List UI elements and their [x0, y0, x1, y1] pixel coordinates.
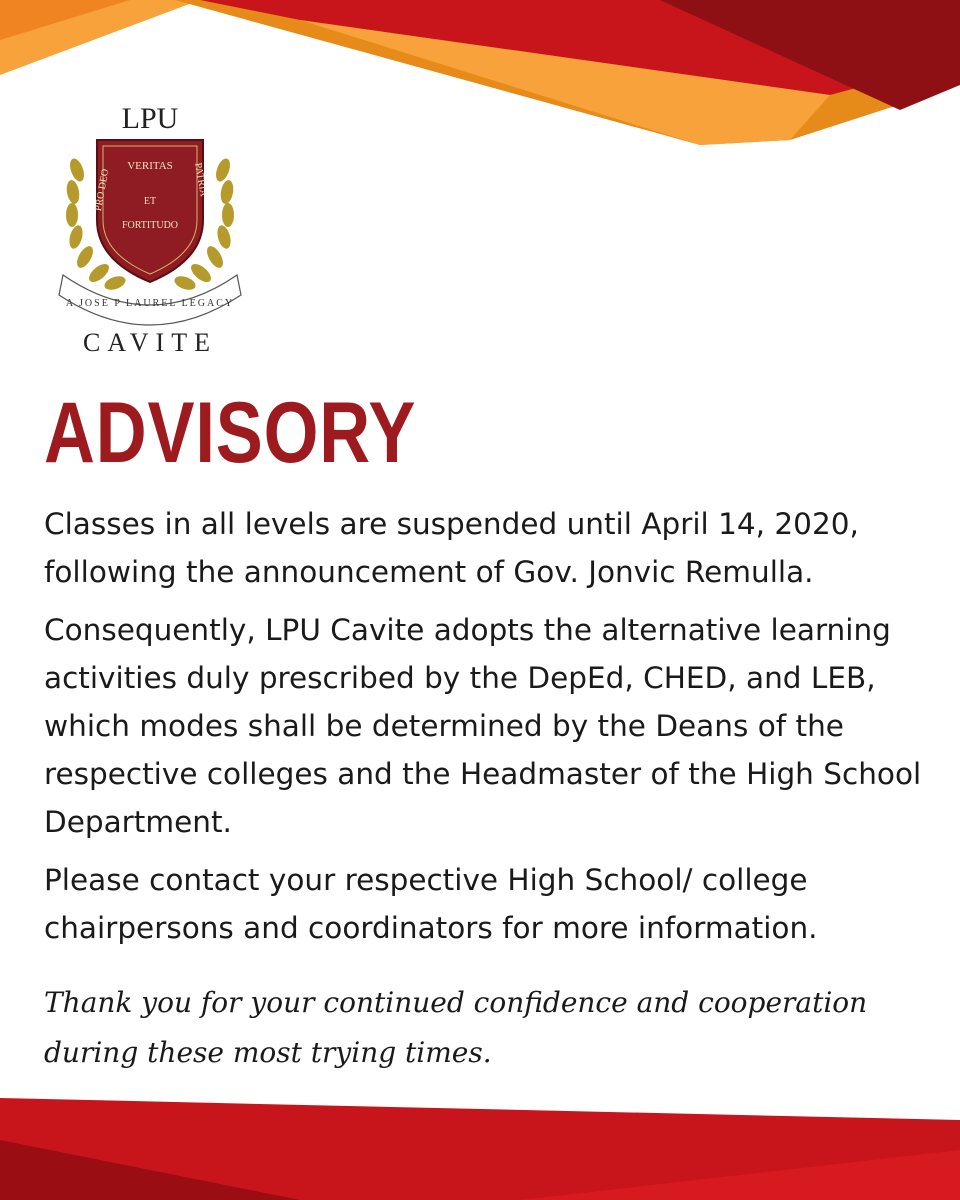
shield-motto-bottom: FORTITUDO — [121, 220, 179, 231]
paragraph-suspension: Classes in all levels are suspended until April 14, 2020, following the announcement of Gov. Jonvic Remulla. — [44, 507, 859, 589]
shield-motto-left: PRO DEO — [93, 168, 112, 212]
paragraph-alternative-learning: Consequently, LPU Cavite adopts the alternative learning activities duly prescribed by the DepEd, CHED, and LEB, which modes shall be determined by the Deans of the respective colleges and the Headmaster of the High School Department. — [44, 613, 922, 839]
shield-emblem-icon — [55, 100, 245, 362]
paragraph-contact: Please contact your respective High School/ college chairpersons and coordinators for more information. — [44, 863, 818, 945]
advisory-heading: ADVISORY — [44, 385, 417, 481]
logo-ribbon-text: A JOSE P LAUREL LEGACY — [65, 298, 235, 309]
closing-message: Thank you for your continued confidence and cooperation during these most trying times. — [44, 986, 868, 1069]
logo-bottom-text: CAVITE — [83, 328, 217, 357]
shield-motto-right: PATRIA — [192, 162, 209, 198]
advisory-body — [44, 500, 924, 962]
shield-motto-top: VERITAS — [127, 160, 173, 172]
lpu-cavite-logo — [55, 100, 245, 362]
shield-motto-center: ET — [143, 196, 157, 207]
logo-top-text: LPU — [121, 102, 179, 135]
